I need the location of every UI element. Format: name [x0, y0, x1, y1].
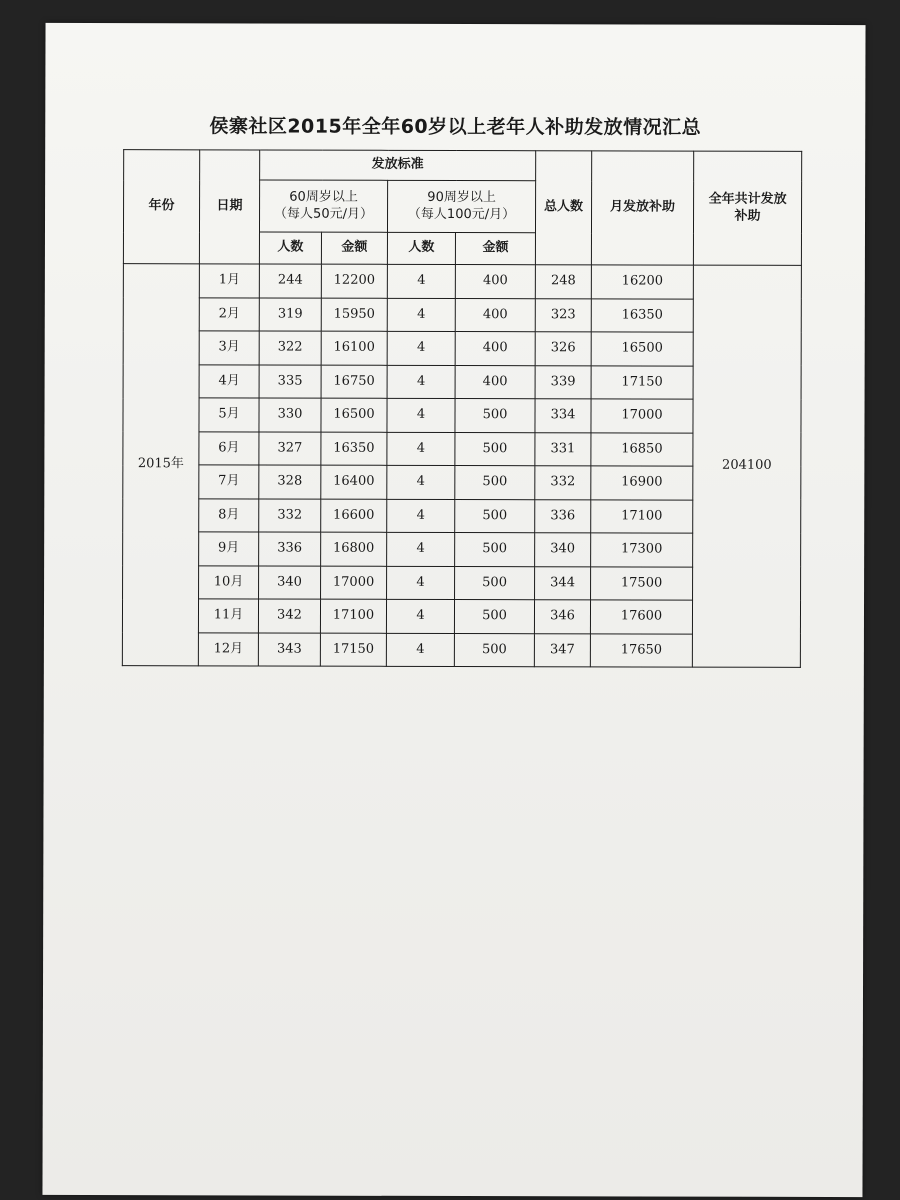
year-cell: 2015年	[122, 264, 199, 666]
header-annual-total-line2: 补助	[734, 208, 761, 224]
count-90-cell: 4	[387, 331, 455, 365]
month-cell: 10月	[199, 565, 259, 599]
header-annual-total-line1: 全年共计发放	[708, 191, 787, 208]
month-cell: 8月	[199, 498, 259, 532]
header-group-90-line1: 90周岁以上	[427, 190, 496, 206]
count-90-cell: 4	[387, 365, 455, 399]
total-people-cell: 346	[534, 600, 590, 634]
month-cell: 2月	[199, 297, 259, 331]
amount-90-cell: 400	[455, 265, 535, 299]
month-cell: 6月	[199, 431, 259, 465]
count-90-cell: 4	[387, 432, 455, 466]
count-60-cell: 319	[259, 297, 321, 331]
monthly-subsidy-cell: 16200	[591, 265, 693, 299]
count-90-cell: 4	[387, 465, 455, 499]
month-cell: 1月	[199, 264, 259, 298]
count-90-cell: 4	[386, 599, 454, 633]
total-people-cell: 326	[535, 332, 591, 366]
header-group-90-line2: （每人100元/月）	[407, 206, 516, 222]
amount-60-cell: 15950	[321, 298, 387, 332]
amount-90-cell: 400	[455, 298, 535, 332]
count-90-cell: 4	[387, 566, 455, 600]
total-people-cell: 340	[535, 533, 591, 567]
total-people-cell: 248	[535, 265, 591, 299]
amount-90-cell: 500	[455, 566, 535, 600]
total-people-cell: 344	[535, 566, 591, 600]
count-90-cell: 4	[387, 499, 455, 533]
monthly-subsidy-cell: 17650	[590, 633, 692, 667]
annual-total-cell: 204100	[692, 265, 801, 667]
amount-90-cell: 500	[454, 600, 534, 634]
total-people-cell: 332	[535, 466, 591, 500]
monthly-subsidy-cell: 17300	[591, 533, 693, 567]
amount-60-cell: 16750	[321, 365, 387, 399]
amount-60-cell: 17100	[320, 599, 386, 633]
month-cell: 4月	[199, 364, 259, 398]
count-60-cell: 322	[259, 331, 321, 365]
amount-60-cell: 16350	[321, 432, 387, 466]
count-60-cell: 328	[259, 465, 321, 499]
count-60-cell: 342	[258, 599, 320, 633]
total-people-cell: 331	[535, 432, 591, 466]
total-people-cell: 334	[535, 399, 591, 433]
amount-90-cell: 500	[455, 399, 535, 433]
monthly-subsidy-cell: 17100	[591, 499, 693, 533]
header-amount-60: 金额	[321, 232, 387, 264]
month-cell: 11月	[198, 599, 258, 633]
amount-60-cell: 16800	[321, 532, 387, 566]
monthly-subsidy-cell: 16350	[591, 298, 693, 332]
header-total-people: 总人数	[535, 151, 591, 265]
monthly-subsidy-cell: 17500	[591, 566, 693, 600]
table-row	[123, 264, 801, 299]
count-90-cell: 4	[387, 264, 455, 298]
count-90-cell: 4	[386, 633, 454, 667]
count-60-cell: 340	[259, 565, 321, 599]
header-date: 日期	[199, 150, 259, 264]
monthly-subsidy-cell: 17000	[591, 399, 693, 433]
monthly-subsidy-cell: 17600	[590, 600, 692, 634]
header-amount-90: 金额	[455, 233, 535, 265]
amount-90-cell: 500	[455, 533, 535, 567]
amount-60-cell: 17150	[320, 633, 386, 667]
month-cell: 5月	[199, 398, 259, 432]
total-people-cell: 347	[534, 633, 590, 667]
amount-90-cell: 400	[455, 365, 535, 399]
header-group-60-line2: （每人50元/月）	[274, 206, 374, 222]
count-60-cell: 336	[259, 532, 321, 566]
paper-sheet	[42, 23, 865, 1197]
amount-90-cell: 500	[454, 633, 534, 667]
document-title: 侯寨社区2015年全年60岁以上老年人补助发放情况汇总	[209, 115, 702, 139]
total-people-cell: 336	[535, 499, 591, 533]
amount-60-cell: 16100	[321, 331, 387, 365]
monthly-subsidy-cell: 17150	[591, 365, 693, 399]
monthly-subsidy-cell: 16900	[591, 466, 693, 500]
subsidy-table	[122, 149, 802, 668]
header-standard: 发放标准	[260, 150, 536, 181]
count-60-cell: 327	[259, 431, 321, 465]
total-people-cell: 323	[535, 298, 591, 332]
header-monthly-subsidy: 月发放补助	[591, 151, 693, 265]
amount-90-cell: 500	[455, 499, 535, 533]
total-people-cell: 339	[535, 365, 591, 399]
count-60-cell: 244	[259, 264, 321, 298]
count-90-cell: 4	[387, 298, 455, 332]
count-90-cell: 4	[387, 532, 455, 566]
amount-60-cell: 17000	[321, 566, 387, 600]
amount-60-cell: 12200	[321, 264, 387, 298]
monthly-subsidy-cell: 16850	[591, 432, 693, 466]
count-90-cell: 4	[387, 398, 455, 432]
count-60-cell: 332	[259, 498, 321, 532]
amount-90-cell: 400	[455, 332, 535, 366]
month-cell: 9月	[199, 532, 259, 566]
count-60-cell: 343	[258, 632, 320, 666]
header-annual-total	[693, 151, 801, 265]
month-cell: 3月	[199, 331, 259, 365]
month-cell: 7月	[199, 465, 259, 499]
count-60-cell: 335	[259, 364, 321, 398]
amount-60-cell: 16400	[321, 465, 387, 499]
amount-90-cell: 500	[455, 432, 535, 466]
month-cell: 12月	[198, 632, 258, 666]
amount-60-cell: 16500	[321, 398, 387, 432]
monthly-subsidy-cell: 16500	[591, 332, 693, 366]
amount-90-cell: 500	[455, 466, 535, 500]
header-count-90: 人数	[387, 232, 455, 264]
header-group-60	[259, 180, 387, 232]
header-group-60-line1: 60周岁以上	[289, 189, 358, 205]
amount-60-cell: 16600	[321, 499, 387, 533]
header-count-60: 人数	[259, 232, 321, 264]
header-group-90	[387, 180, 535, 232]
header-year: 年份	[123, 150, 199, 264]
count-60-cell: 330	[259, 398, 321, 432]
